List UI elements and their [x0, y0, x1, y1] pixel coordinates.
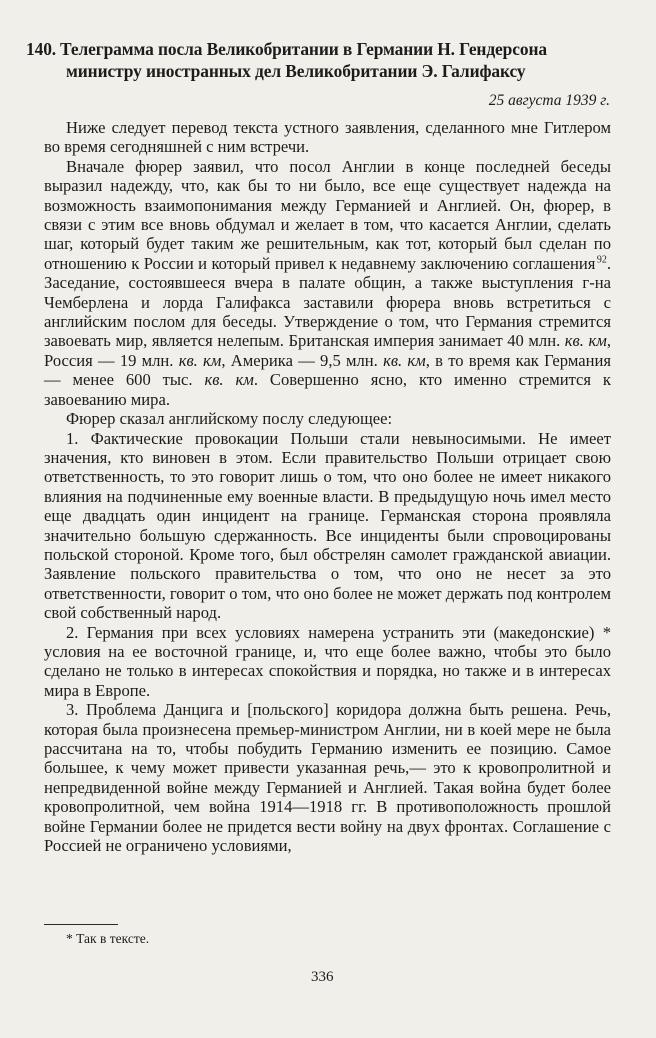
document-number: 140. — [26, 39, 57, 59]
paragraph-5-part-a: 2. Германия при всех условиях намерена устранить эти (македонские) — [66, 622, 595, 642]
footnote-mark: * — [602, 622, 611, 642]
unit-label: кв. км — [383, 350, 426, 370]
unit-label: кв. км — [564, 331, 607, 351]
footnote: * Так в тексте. — [66, 931, 150, 946]
document-date: 25 августа 1939 г. — [488, 92, 610, 109]
paragraph-2-part-f: . Совершенно ясно, кто именно стремится к завоеванию мира. — [44, 370, 611, 409]
title-line-2: министру иностранных дел Великобритании Э. Галифаксу — [66, 61, 526, 81]
document-heading — [26, 38, 626, 82]
paragraph-6: 3. Проблема Данцига и [польского] коридора должна быть решена. Речь, которая была произнесена премьер-министром Англии, ни в коей мере не была рассчитана на то, чтобы побудить Германию изменить ее позицию. Самое большее, к чему может привести указанная речь,— это к кровопролитной и непредвиденной войне между Германией и Англией. Такая война будет более кровопролитной, чем война 1914—1918 гг. В противоположность прошлой войне Германии более не придется вести войну на двух фронтах. Соглашение с Россией не ограничено условиями, — [44, 700, 611, 856]
paragraph-5 — [44, 623, 611, 701]
footnote-divider — [44, 924, 118, 925]
paragraph-2-part-c: , Россия — 19 млн. — [44, 331, 611, 370]
paragraph-2-part-a: Вначале фюрер заявил, что посол Англии в конце последней беседы выразил надежду, что, как бы то ни было, все еще существует надежда на возможность взаимопонимания между Германией и Англией. Он, фюрер, в связи с этим все вновь обдумал и желает в том, что касается Англии, сделать шаг, который будет таким же решительным, как тот, который был сделан по отношению к России и который привел к недавнему заключению соглашения — [44, 156, 611, 273]
unit-label: кв. км — [204, 370, 254, 390]
paragraph-2-part-e: , в то время как Германия — менее 600 тыс. — [44, 350, 611, 390]
paragraph-2-part-b: . Заседание, состоявшееся вчера в палате общин, а также выступления г-на Чемберлена и лорда Галифакса заставили фюрера вновь встретиться с английским послом для беседы. Утверждение о том, что Германия стремится завоевать мир, является нелепым. Британская империя занимает 40 млн. — [44, 253, 611, 351]
paragraph-2 — [44, 157, 611, 409]
paragraph-3: Фюрер сказал английскому послу следующее: — [66, 409, 393, 429]
paragraph-4: 1. Фактические провокации Польши стали невыносимыми. Не имеет значения, кто виновен в этом. Если правительство Польши отрицает свою ответственность, то это говорит лишь о том, что оно более не имеет никакого влияния на подчиненные ему военные власти. В предыдущую ночь имел место еще двадцать один инцидент на границе. Германская сторона проявляла значительно большую сдержанность. Все инциденты были спровоцированы польской стороной. Кроме того, был обстрелян самолет гражданской авиации. Заявление польского правительства о том, что оно не несет за это ответственности, говорит о том, что оно более не может держать под контролем свой собственный народ. — [44, 428, 611, 623]
page-number: 336 — [311, 969, 334, 985]
paragraph-2-part-d: , Америка — 9,5 млн. — [221, 350, 378, 370]
unit-label: кв. км — [178, 350, 222, 370]
paragraph-5-part-b: условия на ее восточной границе, и, что еще более важно, чтобы это было сделано не только в интересах спокойствия и порядка, но также и в интересах мира в Европе. — [44, 641, 611, 700]
paragraph-1: Ниже следует перевод текста устного заявления, сделанного мне Гитлером во время сегодняшней с ним встречи. — [44, 118, 611, 157]
document-body — [44, 118, 611, 855]
endnote-ref: 92 — [596, 254, 607, 266]
title-line-1: Телеграмма посла Великобритании в Германии Н. Гендерсона — [60, 39, 547, 59]
